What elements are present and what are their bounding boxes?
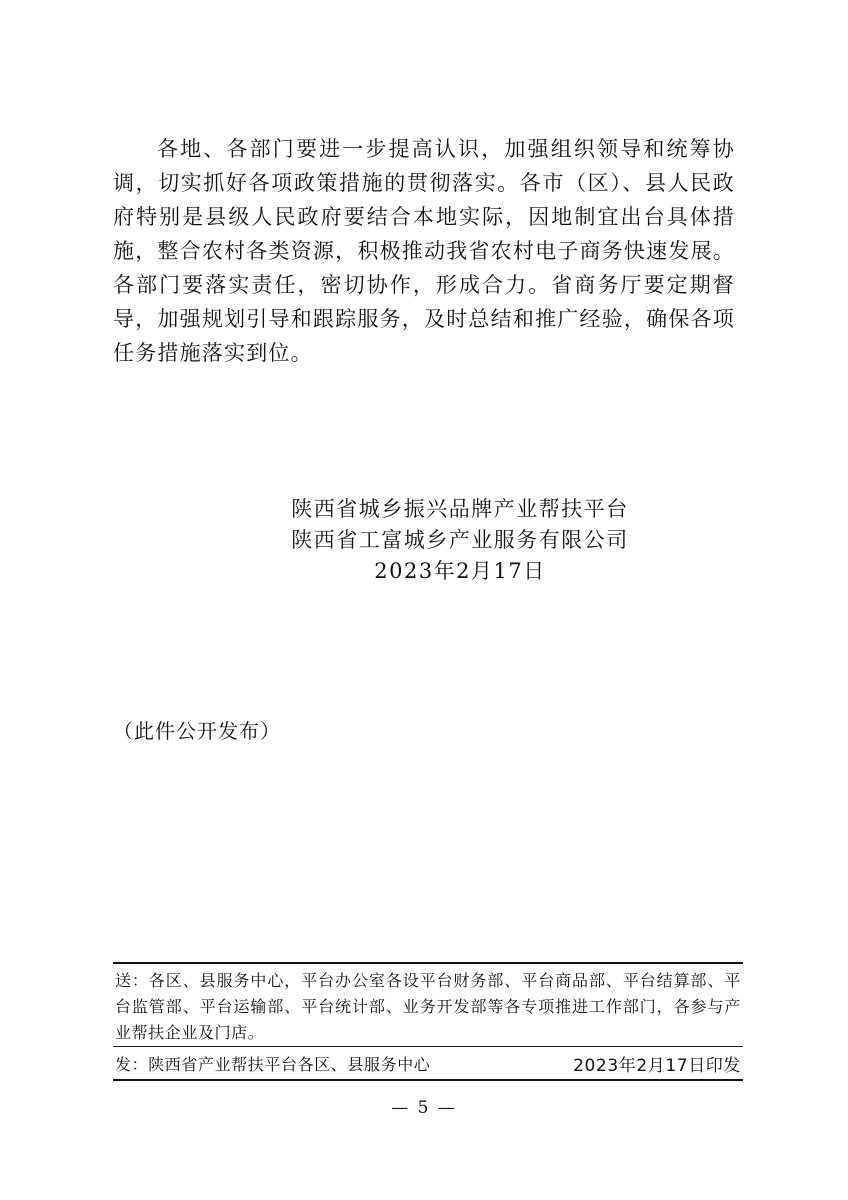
body-paragraph: 各地、各部门要进一步提高认识，加强组织领导和统筹协调，切实抓好各项政策措施的贯彻落实。各市（区）、县人民政府特别是县级人民政府要结合本地实际，因地制宜出台具体措施，整合农村各类资源，积极推动我省农村电子商务快速发展。各部门要落实责任，密切协作，形成合力。省商务厅要定期督导，加强规划引导和跟踪服务，及时总结和推广经验，确保各项任务措施落实到位。: [113, 137, 735, 365]
signature-org-2: 陕西省工富城乡产业服务有限公司: [291, 528, 629, 552]
issue-row: [113, 1047, 743, 1079]
issue-date: 2023年2月17日印发: [573, 1055, 741, 1076]
footer-bottom-rule: [113, 1079, 743, 1081]
signature-date: 2023年2月17日: [374, 559, 546, 583]
signature-block: [200, 494, 720, 587]
page-number: — 5 —: [391, 1098, 457, 1118]
distribution-footer: [113, 962, 743, 1081]
issued-by: 发：陕西省产业帮扶平台各区、县服务中心: [115, 1054, 431, 1074]
send-to-list: 送：各区、县服务中心，平台办公室各设平台财务部、平台商品部、平台结算部、平台监管部、平台运输部、平台统计部、业务开发部等各专项推进工作部门，各参与产业帮扶企业及门店。: [115, 971, 741, 1042]
signature-org-1: 陕西省城乡振兴品牌产业帮扶平台: [291, 497, 629, 521]
footer-top-rule: [113, 962, 743, 964]
release-note: （此件公开发布）: [113, 719, 281, 743]
